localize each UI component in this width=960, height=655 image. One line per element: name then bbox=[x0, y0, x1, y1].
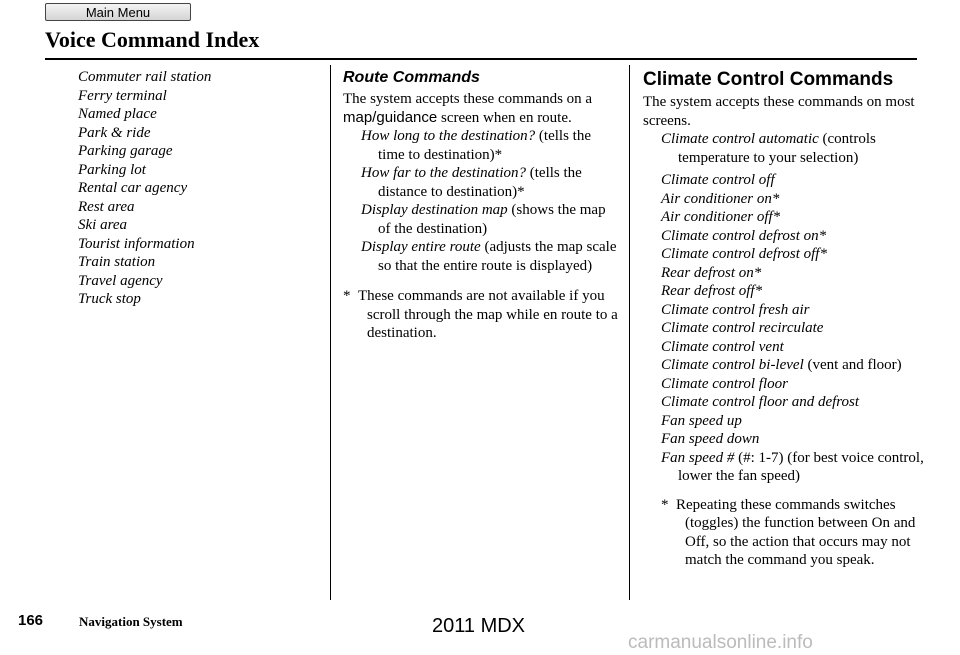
climate-command-item: Rear defrost on* bbox=[661, 264, 762, 281]
command-description: (vent and floor) bbox=[803, 357, 902, 373]
climate-command-item: Climate control defrost on* bbox=[661, 227, 827, 244]
book-title: Navigation System bbox=[79, 614, 183, 629]
command-description: (#: 1-7) (for best voice control, lower the fan speed) bbox=[678, 449, 924, 484]
climate-commands-section bbox=[643, 68, 928, 585]
command-phrase: How far to the destination? bbox=[361, 165, 526, 181]
climate-command-item: Fan speed up bbox=[661, 412, 742, 429]
command-description: (tells the time to destination)* bbox=[378, 128, 591, 163]
climate-command-item bbox=[661, 449, 928, 486]
command-phrase: Climate control automatic bbox=[661, 131, 819, 147]
route-intro bbox=[343, 90, 620, 127]
list-item: Train station bbox=[78, 254, 156, 270]
column-divider-right bbox=[629, 65, 630, 600]
list-item: Ski area bbox=[78, 217, 128, 233]
page-number: 166 bbox=[18, 612, 44, 629]
watermark: carmanualsonline.info bbox=[628, 632, 813, 653]
climate-command-item: Rear defrost off* bbox=[661, 283, 763, 299]
route-command-item bbox=[361, 201, 620, 238]
list-item: Park & ride bbox=[78, 124, 151, 141]
list-item: Commuter rail station bbox=[78, 69, 212, 85]
command-phrase: Display entire route bbox=[361, 239, 481, 255]
route-footnote: * These commands are not available if you scroll through the map while en route to a destination. bbox=[343, 288, 618, 341]
list-item: Named place bbox=[78, 106, 157, 122]
climate-command-item: Climate control fresh air bbox=[661, 301, 810, 318]
climate-command-item: Climate control floor and defrost bbox=[661, 394, 860, 410]
list-item: Rental car agency bbox=[78, 180, 188, 196]
climate-footnote: * Repeating these commands switches (toggles) the function between On and Off, so the action that occurs may not match the command you speak. bbox=[661, 496, 916, 568]
route-intro-text: screen when en route. bbox=[437, 109, 572, 126]
climate-command-item: Air conditioner on* bbox=[661, 190, 780, 207]
command-phrase: Climate control bi-level bbox=[661, 357, 804, 373]
page-title: Voice Command Index bbox=[45, 27, 260, 52]
list-item: Tourist information bbox=[78, 235, 195, 252]
list-item: Parking garage bbox=[78, 143, 173, 159]
route-intro-text: The system accepts these commands on a bbox=[343, 91, 593, 107]
climate-command-item: Climate control defrost off* bbox=[661, 246, 827, 262]
model-label: 2011 MDX bbox=[432, 615, 526, 637]
command-description: (controls temperature to your selection) bbox=[678, 131, 876, 166]
main-menu-button[interactable]: Main Menu bbox=[45, 3, 191, 21]
column-divider-left bbox=[330, 65, 331, 600]
climate-command-item bbox=[661, 130, 928, 167]
route-commands-section bbox=[343, 68, 620, 358]
route-commands-heading: Route Commands bbox=[343, 69, 480, 86]
list-item: Travel agency bbox=[78, 272, 163, 289]
climate-command-item: Climate control off bbox=[661, 172, 775, 188]
route-command-item bbox=[361, 238, 620, 275]
screen-name-label: map/guidance bbox=[343, 108, 438, 126]
command-phrase: Fan speed # bbox=[661, 449, 735, 466]
command-description: (tells the distance to destination)* bbox=[378, 165, 582, 200]
list-item: Rest area bbox=[78, 198, 135, 215]
list-item: Truck stop bbox=[78, 291, 141, 307]
climate-command-item: Fan speed down bbox=[661, 431, 760, 447]
list-item: Parking lot bbox=[78, 161, 146, 178]
command-description: (shows the map of the destination) bbox=[378, 202, 606, 237]
route-command-item bbox=[361, 164, 620, 201]
climate-command-item: Climate control recirculate bbox=[661, 320, 824, 336]
climate-command-item: Climate control floor bbox=[661, 375, 788, 392]
route-command-item bbox=[361, 127, 620, 164]
climate-command-item bbox=[661, 356, 928, 375]
climate-intro: The system accepts these commands on most screens. bbox=[643, 94, 915, 129]
place-list bbox=[78, 68, 313, 309]
command-description: (adjusts the map scale so that the entire route is displayed) bbox=[378, 239, 617, 274]
climate-command-item: Climate control vent bbox=[661, 338, 784, 355]
title-rule bbox=[45, 58, 917, 60]
command-phrase: Display destination map bbox=[361, 202, 508, 218]
list-item: Ferry terminal bbox=[78, 87, 167, 104]
command-phrase: How long to the destination? bbox=[361, 128, 536, 144]
climate-command-item: Air conditioner off* bbox=[661, 209, 781, 225]
climate-commands-heading: Climate Control Commands bbox=[643, 69, 894, 90]
